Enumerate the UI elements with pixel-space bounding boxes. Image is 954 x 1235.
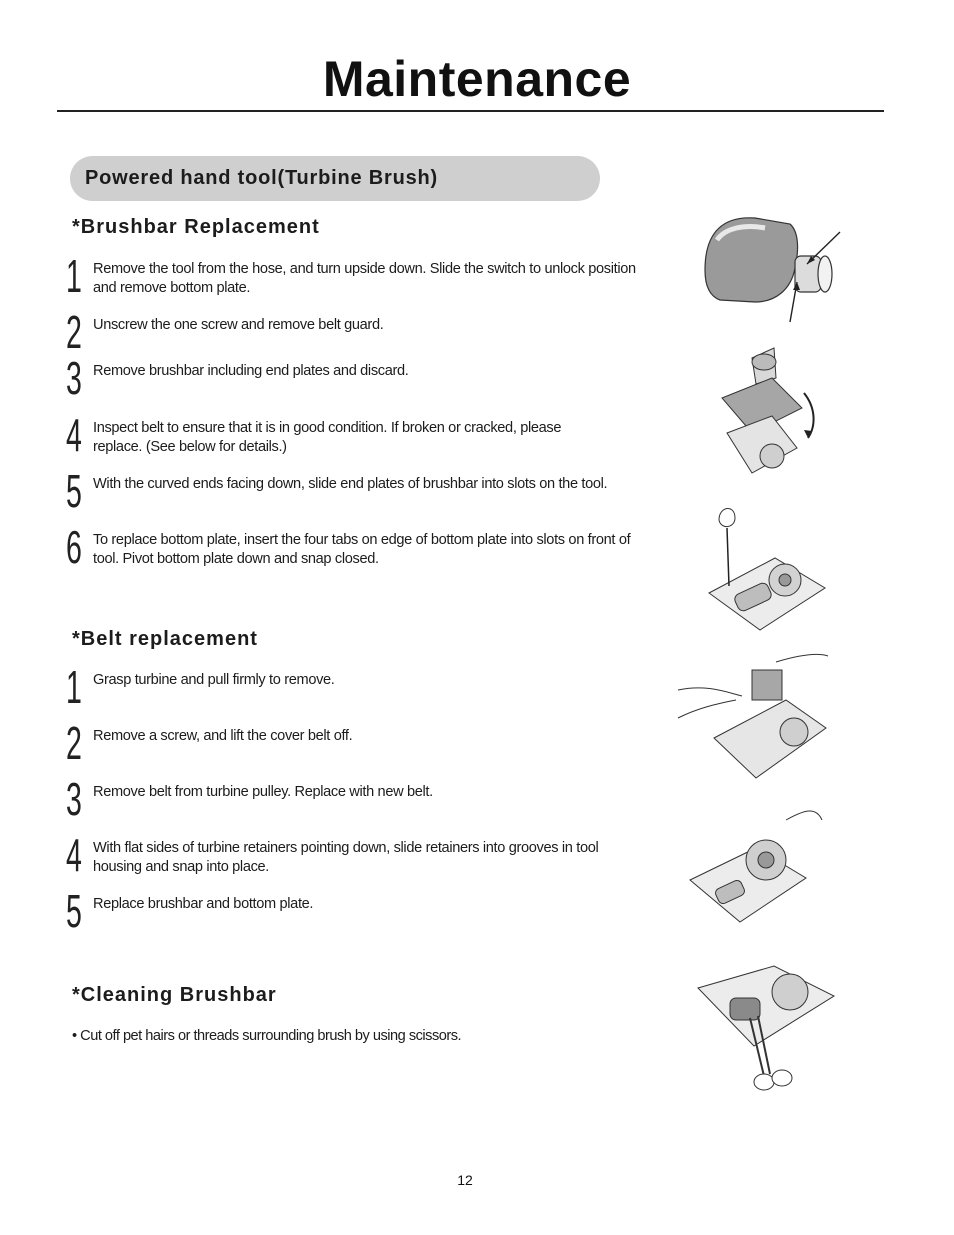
title-divider bbox=[57, 110, 884, 112]
step-number: 2 bbox=[66, 717, 82, 769]
section-header-label: Powered hand tool(Turbine Brush) bbox=[85, 167, 439, 189]
step-text: Inspect belt to ensure that it is in good condition. If broken or cracked, please replace. (See below for details.) bbox=[93, 420, 562, 455]
turbine-retainer-icon bbox=[686, 800, 826, 930]
section-header bbox=[70, 156, 600, 201]
step-text: Remove belt from turbine pulley. Replace with new belt. bbox=[93, 784, 433, 800]
step-number: 4 bbox=[66, 409, 82, 461]
bottom-plate-removal-icon bbox=[712, 338, 832, 488]
step-number: 3 bbox=[66, 352, 82, 404]
step-number: 4 bbox=[66, 829, 82, 881]
step-text: Unscrew the one screw and remove belt guard. bbox=[93, 317, 384, 333]
step-number: 5 bbox=[66, 885, 82, 937]
step-text: Remove the tool from the hose, and turn upside down. Slide the switch to unlock position and remove bottom plate. bbox=[93, 261, 636, 296]
step-number: 5 bbox=[66, 465, 82, 517]
step-number: 1 bbox=[66, 661, 82, 713]
step-text: Remove a screw, and lift the cover belt off. bbox=[93, 728, 353, 744]
screwdriver-belt-guard-icon bbox=[705, 498, 830, 638]
turbine-removal-icon bbox=[676, 648, 836, 798]
page-number: 12 bbox=[457, 1172, 473, 1188]
scissors-cleaning-icon bbox=[694, 958, 844, 1108]
step-text: Remove brushbar including end plates and discard. bbox=[93, 363, 409, 379]
step-number: 1 bbox=[66, 250, 82, 302]
step-text: With flat sides of turbine retainers pointing down, slide retainers into grooves in tool housing and snap into place. bbox=[93, 840, 599, 875]
step-number: 2 bbox=[66, 306, 82, 358]
cleaning-brushbar-heading: *Cleaning Brushbar bbox=[72, 984, 277, 1006]
step-number: 6 bbox=[66, 521, 82, 573]
step-number: 3 bbox=[66, 773, 82, 825]
turbine-tool-switch-icon bbox=[695, 210, 855, 325]
brushbar-replacement-heading: *Brushbar Replacement bbox=[72, 216, 320, 238]
cleaning-bullet: • Cut off pet hairs or threads surrounding brush by using scissors. bbox=[72, 1028, 462, 1044]
step-text: With the curved ends facing down, slide end plates of brushbar into slots on the tool. bbox=[93, 476, 608, 492]
step-text: To replace bottom plate, insert the four tabs on edge of bottom plate into slots on front of tool. Pivot bottom plate down and snap closed. bbox=[93, 532, 631, 567]
belt-replacement-heading: *Belt replacement bbox=[72, 628, 258, 650]
page-title: Maintenance bbox=[322, 51, 632, 107]
step-text: Grasp turbine and pull firmly to remove. bbox=[93, 672, 335, 688]
step-text: Replace brushbar and bottom plate. bbox=[93, 896, 314, 912]
